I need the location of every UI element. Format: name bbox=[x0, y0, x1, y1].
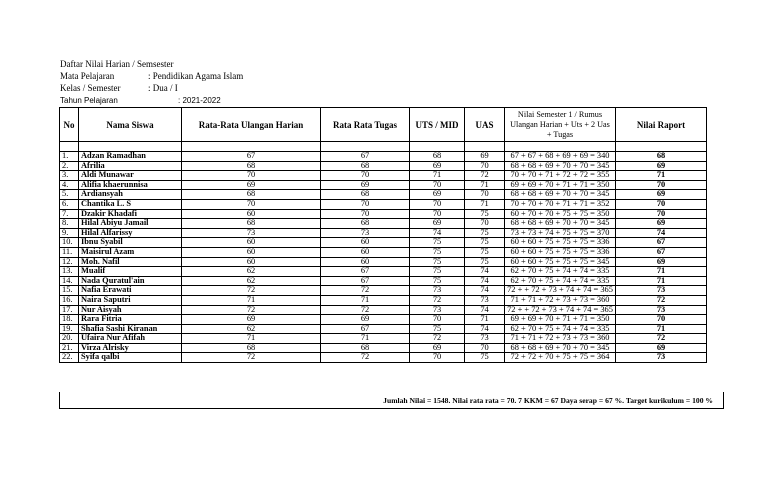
cell-tugas: 72 bbox=[321, 305, 410, 315]
cell-tugas: 60 bbox=[321, 257, 410, 267]
cell-uts: 70 bbox=[410, 180, 465, 190]
cell-uh: 73 bbox=[182, 228, 321, 238]
cell-tugas: 73 bbox=[321, 228, 410, 238]
cell-name: Hilal Alfarissy bbox=[79, 228, 182, 238]
cell-tugas: 70 bbox=[321, 209, 410, 219]
cell-name: Hilal Abiyu Jamail bbox=[79, 219, 182, 229]
cell-name: Naira Saputri bbox=[79, 295, 182, 305]
kelas-row bbox=[60, 82, 178, 94]
cell-rumus: 69 + 69 + 70 + 71 + 71 = 350 bbox=[505, 315, 616, 325]
cell-no: 15. bbox=[60, 286, 79, 296]
col-ulangan: Rata-Rata Ulangan Harian bbox=[182, 108, 321, 142]
mapel-row bbox=[60, 70, 243, 82]
cell-tugas: 72 bbox=[321, 353, 410, 363]
cell-uh: 69 bbox=[182, 180, 321, 190]
grades-table bbox=[59, 107, 707, 363]
table-row bbox=[60, 171, 707, 181]
cell-rumus: 72 + 72 + 70 + 75 + 75 = 364 bbox=[505, 353, 616, 363]
cell-tugas: 69 bbox=[321, 180, 410, 190]
cell-uh: 68 bbox=[182, 190, 321, 200]
cell-raport: 69 bbox=[616, 190, 707, 200]
cell-rumus: 68 + 68 + 69 + 70 + 70 = 345 bbox=[505, 161, 616, 171]
kelas-value: : Dua / I bbox=[148, 83, 178, 93]
cell-uts: 72 bbox=[410, 334, 465, 344]
cell-raport: 72 bbox=[616, 295, 707, 305]
table-row bbox=[60, 334, 707, 344]
table-row bbox=[60, 228, 707, 238]
cell-raport: 67 bbox=[616, 247, 707, 257]
cell-no: 6. bbox=[60, 199, 79, 209]
cell-uts: 75 bbox=[410, 247, 465, 257]
cell-uas: 74 bbox=[465, 324, 505, 334]
cell-no: 11. bbox=[60, 247, 79, 257]
cell-uas: 75 bbox=[465, 257, 505, 267]
cell-name: Ufaira Nur Afifah bbox=[79, 334, 182, 344]
cell-raport: 71 bbox=[616, 276, 707, 286]
cell-uts: 73 bbox=[410, 305, 465, 315]
cell-uts: 71 bbox=[410, 171, 465, 181]
cell-uh: 62 bbox=[182, 276, 321, 286]
cell-uas: 73 bbox=[465, 334, 505, 344]
cell-uh: 60 bbox=[182, 247, 321, 257]
table-row bbox=[60, 219, 707, 229]
cell-uts: 75 bbox=[410, 324, 465, 334]
cell-name: Aldi Munawar bbox=[79, 171, 182, 181]
cell-no: 3. bbox=[60, 171, 79, 181]
cell-raport: 73 bbox=[616, 353, 707, 363]
cell-rumus: 71 + 71 + 72 + 73 + 73 = 360 bbox=[505, 295, 616, 305]
cell-uts: 69 bbox=[410, 190, 465, 200]
cell-name: Chantika L. S bbox=[79, 199, 182, 209]
cell-name: Ardiansyah bbox=[79, 190, 182, 200]
cell-name: Ibnu Syabil bbox=[79, 238, 182, 248]
cell-tugas: 71 bbox=[321, 334, 410, 344]
cell-no: 18. bbox=[60, 315, 79, 325]
cell-tugas: 67 bbox=[321, 276, 410, 286]
cell-name: Adzan Ramadhan bbox=[79, 152, 182, 162]
table-row bbox=[60, 315, 707, 325]
cell-no: 7. bbox=[60, 209, 79, 219]
cell-raport: 73 bbox=[616, 286, 707, 296]
cell-uh: 60 bbox=[182, 209, 321, 219]
cell-tugas: 67 bbox=[321, 152, 410, 162]
cell-uh: 71 bbox=[182, 334, 321, 344]
table-header-row bbox=[60, 108, 707, 142]
cell-raport: 69 bbox=[616, 219, 707, 229]
cell-uas: 74 bbox=[465, 276, 505, 286]
table-row bbox=[60, 343, 707, 353]
cell-uts: 73 bbox=[410, 286, 465, 296]
tahun-label: Tahun Pelajaran bbox=[60, 96, 118, 105]
cell-uas: 73 bbox=[465, 295, 505, 305]
cell-name: Maisirul Azam bbox=[79, 247, 182, 257]
cell-rumus: 68 + 68 + 69 + 70 + 70 = 345 bbox=[505, 219, 616, 229]
cell-raport: 67 bbox=[616, 238, 707, 248]
cell-raport: 68 bbox=[616, 152, 707, 162]
cell-uas: 74 bbox=[465, 305, 505, 315]
cell-uas: 75 bbox=[465, 247, 505, 257]
cell-name: Moh. Nafil bbox=[79, 257, 182, 267]
cell-uh: 72 bbox=[182, 286, 321, 296]
cell-name: Rara Fitria bbox=[79, 315, 182, 325]
cell-no: 9. bbox=[60, 228, 79, 238]
cell-uts: 68 bbox=[410, 152, 465, 162]
cell-raport: 72 bbox=[616, 334, 707, 344]
cell-uh: 68 bbox=[182, 219, 321, 229]
cell-tugas: 68 bbox=[321, 343, 410, 353]
cell-tugas: 60 bbox=[321, 247, 410, 257]
cell-uh: 72 bbox=[182, 305, 321, 315]
col-tugas: Rata Rata Tugas bbox=[321, 108, 410, 142]
cell-no: 1. bbox=[60, 152, 79, 162]
cell-uh: 70 bbox=[182, 199, 321, 209]
cell-name: Shafia Sashi Kiranan bbox=[79, 324, 182, 334]
cell-rumus: 70 + 70 + 71 + 72 + 72 = 355 bbox=[505, 171, 616, 181]
cell-tugas: 69 bbox=[321, 315, 410, 325]
cell-name: Mualif bbox=[79, 267, 182, 277]
cell-uts: 70 bbox=[410, 199, 465, 209]
cell-rumus: 68 + 68 + 69 + 70 + 70 = 345 bbox=[505, 190, 616, 200]
cell-uts: 75 bbox=[410, 267, 465, 277]
cell-uas: 70 bbox=[465, 161, 505, 171]
cell-no: 20. bbox=[60, 334, 79, 344]
table-row bbox=[60, 295, 707, 305]
cell-name: Nada Quratul'ain bbox=[79, 276, 182, 286]
cell-uts: 70 bbox=[410, 209, 465, 219]
cell-raport: 71 bbox=[616, 267, 707, 277]
cell-rumus: 60 + 60 + 75 + 75 + 75 = 336 bbox=[505, 238, 616, 248]
mapel-label: Mata Pelajaran bbox=[60, 71, 115, 81]
table-row bbox=[60, 276, 707, 286]
cell-raport: 70 bbox=[616, 209, 707, 219]
cell-uh: 62 bbox=[182, 324, 321, 334]
summary-text: Jumlah Nilai = 1548. Nilai rata rata = 70. 7 KKM = 67 Daya serap = 67 %. Target kurikulum = 100 % bbox=[383, 396, 713, 405]
cell-rumus: 70 + 70 + 70 + 71 + 71 = 352 bbox=[505, 199, 616, 209]
cell-uas: 70 bbox=[465, 343, 505, 353]
table-row bbox=[60, 199, 707, 209]
table-row bbox=[60, 353, 707, 363]
cell-rumus: 60 + 60 + 75 + 75 + 75 = 345 bbox=[505, 257, 616, 267]
cell-uts: 74 bbox=[410, 228, 465, 238]
cell-name: Dzakir Khadafi bbox=[79, 209, 182, 219]
cell-rumus: 62 + 70 + 75 + 74 + 74 = 335 bbox=[505, 276, 616, 286]
cell-tugas: 67 bbox=[321, 324, 410, 334]
cell-rumus: 60 + 60 + 75 + 75 + 75 = 336 bbox=[505, 247, 616, 257]
cell-no: 17. bbox=[60, 305, 79, 315]
col-nama: Nama Siswa bbox=[79, 108, 182, 142]
cell-no: 8. bbox=[60, 219, 79, 229]
table-row bbox=[60, 257, 707, 267]
table-row bbox=[60, 209, 707, 219]
summary-box bbox=[59, 392, 724, 409]
cell-rumus: 72 + + 72 + 73 + 74 + 74 = 365 bbox=[505, 305, 616, 315]
cell-uts: 70 bbox=[410, 315, 465, 325]
cell-uas: 71 bbox=[465, 315, 505, 325]
cell-tugas: 67 bbox=[321, 267, 410, 277]
cell-no: 22. bbox=[60, 353, 79, 363]
cell-tugas: 68 bbox=[321, 219, 410, 229]
cell-rumus: 73 + 73 + 74 + 75 + 75 = 370 bbox=[505, 228, 616, 238]
cell-raport: 69 bbox=[616, 343, 707, 353]
col-uts: UTS / MID bbox=[410, 108, 465, 142]
tahun-value: : 2021-2022 bbox=[178, 96, 221, 105]
cell-no: 13. bbox=[60, 267, 79, 277]
col-no: No bbox=[60, 108, 79, 142]
mapel-value: : Pendidikan Agama Islam bbox=[148, 71, 244, 81]
cell-uh: 60 bbox=[182, 257, 321, 267]
cell-uas: 74 bbox=[465, 286, 505, 296]
cell-uas: 72 bbox=[465, 171, 505, 181]
cell-rumus: 68 + 68 + 69 + 70 + 70 = 345 bbox=[505, 343, 616, 353]
kelas-label: Kelas / Semester bbox=[60, 83, 121, 93]
cell-raport: 69 bbox=[616, 257, 707, 267]
cell-rumus: 62 + 70 + 75 + 74 + 74 = 335 bbox=[505, 267, 616, 277]
table-row bbox=[60, 180, 707, 190]
cell-uas: 70 bbox=[465, 190, 505, 200]
table-row bbox=[60, 161, 707, 171]
table-row bbox=[60, 267, 707, 277]
cell-uas: 75 bbox=[465, 209, 505, 219]
cell-raport: 69 bbox=[616, 161, 707, 171]
cell-no: 4. bbox=[60, 180, 79, 190]
cell-raport: 71 bbox=[616, 171, 707, 181]
cell-raport: 70 bbox=[616, 315, 707, 325]
cell-raport: 70 bbox=[616, 199, 707, 209]
cell-uh: 60 bbox=[182, 238, 321, 248]
cell-raport: 70 bbox=[616, 180, 707, 190]
cell-uh: 71 bbox=[182, 295, 321, 305]
table-row bbox=[60, 305, 707, 315]
cell-tugas: 70 bbox=[321, 171, 410, 181]
cell-no: 21. bbox=[60, 343, 79, 353]
cell-tugas: 60 bbox=[321, 238, 410, 248]
cell-rumus: 71 + 71 + 72 + 73 + 73 = 360 bbox=[505, 334, 616, 344]
table-row bbox=[60, 152, 707, 162]
cell-no: 16. bbox=[60, 295, 79, 305]
cell-uas: 75 bbox=[465, 353, 505, 363]
table-row bbox=[60, 190, 707, 200]
cell-uas: 75 bbox=[465, 238, 505, 248]
cell-uh: 68 bbox=[182, 161, 321, 171]
cell-uh: 68 bbox=[182, 343, 321, 353]
cell-uts: 75 bbox=[410, 257, 465, 267]
table-row bbox=[60, 286, 707, 296]
blank-row bbox=[60, 142, 707, 152]
cell-no: 19. bbox=[60, 324, 79, 334]
cell-name: Virza Alrisky bbox=[79, 343, 182, 353]
table-row bbox=[60, 324, 707, 334]
cell-uts: 69 bbox=[410, 219, 465, 229]
cell-raport: 74 bbox=[616, 228, 707, 238]
cell-uh: 67 bbox=[182, 152, 321, 162]
cell-uas: 71 bbox=[465, 199, 505, 209]
table-row bbox=[60, 247, 707, 257]
cell-uas: 69 bbox=[465, 152, 505, 162]
col-rumus: Nilai Semester 1 / Rumus Ulangan Harian + Uts + 2 Uas + Tugas bbox=[505, 108, 616, 142]
col-raport: Nilai Raport bbox=[616, 108, 707, 142]
table-row bbox=[60, 238, 707, 248]
cell-uts: 69 bbox=[410, 343, 465, 353]
cell-rumus: 62 + 70 + 75 + 74 + 74 = 335 bbox=[505, 324, 616, 334]
cell-uh: 69 bbox=[182, 315, 321, 325]
cell-name: Syifa qalbi bbox=[79, 353, 182, 363]
cell-uts: 75 bbox=[410, 276, 465, 286]
cell-uts: 69 bbox=[410, 161, 465, 171]
cell-uas: 74 bbox=[465, 267, 505, 277]
cell-raport: 71 bbox=[616, 324, 707, 334]
cell-uas: 75 bbox=[465, 228, 505, 238]
document-title: Daftar Nilai Harian / Semsester bbox=[60, 59, 174, 69]
cell-uts: 72 bbox=[410, 295, 465, 305]
cell-name: Nafia Erawati bbox=[79, 286, 182, 296]
cell-uh: 62 bbox=[182, 267, 321, 277]
cell-uts: 75 bbox=[410, 238, 465, 248]
cell-rumus: 72 + + 72 + 73 + 74 + 74 = 365 bbox=[505, 286, 616, 296]
cell-name: Afrilia bbox=[79, 161, 182, 171]
cell-no: 10. bbox=[60, 238, 79, 248]
tahun-row bbox=[60, 95, 221, 107]
cell-uh: 70 bbox=[182, 171, 321, 181]
cell-uas: 71 bbox=[465, 180, 505, 190]
cell-tugas: 70 bbox=[321, 199, 410, 209]
cell-no: 12. bbox=[60, 257, 79, 267]
cell-rumus: 67 + 67 + 68 + 69 + 69 = 340 bbox=[505, 152, 616, 162]
cell-uh: 72 bbox=[182, 353, 321, 363]
cell-name: Alifia khaerunnisa bbox=[79, 180, 182, 190]
col-uas: UAS bbox=[465, 108, 505, 142]
cell-tugas: 71 bbox=[321, 295, 410, 305]
cell-no: 14. bbox=[60, 276, 79, 286]
cell-tugas: 72 bbox=[321, 286, 410, 296]
cell-tugas: 68 bbox=[321, 190, 410, 200]
cell-rumus: 69 + 69 + 70 + 71 + 71 = 350 bbox=[505, 180, 616, 190]
cell-name: Nur Aisyah bbox=[79, 305, 182, 315]
cell-uas: 70 bbox=[465, 219, 505, 229]
cell-uts: 70 bbox=[410, 353, 465, 363]
cell-no: 2. bbox=[60, 161, 79, 171]
cell-no: 5. bbox=[60, 190, 79, 200]
cell-tugas: 68 bbox=[321, 161, 410, 171]
cell-raport: 73 bbox=[616, 305, 707, 315]
cell-rumus: 60 + 70 + 70 + 75 + 75 = 350 bbox=[505, 209, 616, 219]
